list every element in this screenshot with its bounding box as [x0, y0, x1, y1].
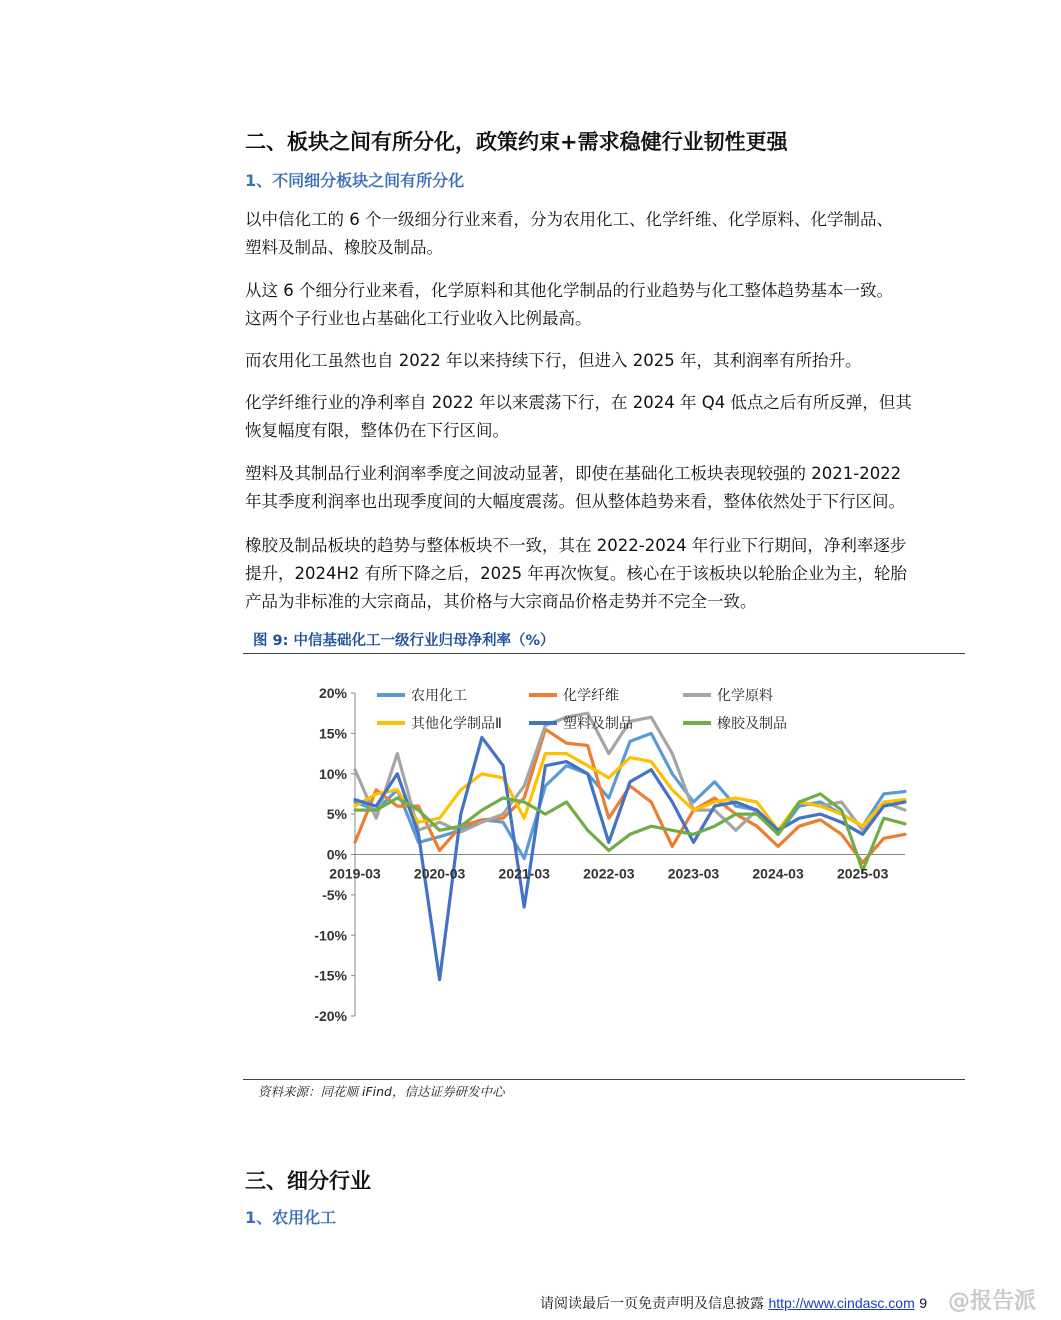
paragraph-line: 提升，2024H2 有所下降之后，2025 年再次恢复。核心在于该板块以轮胎企业为主，轮胎 — [245, 564, 907, 583]
paragraph-line: 化学纤维行业的净利率自 2022 年以来震荡下行，在 2024 年 Q4 低点之后有所反弹，但其 — [245, 393, 912, 412]
page-number: 9 — [919, 1295, 927, 1311]
line-chart — [243, 655, 965, 1075]
x-tick-label: 2023-03 — [667, 865, 720, 882]
legend-label: 其他化学制品Ⅱ — [411, 716, 502, 732]
y-tick-label: 5% — [326, 806, 347, 823]
subsection-heading: 1、不同细分板块之间有所分化 — [245, 171, 465, 190]
legend-label: 化学纤维 — [563, 688, 619, 704]
legend-label: 塑料及制品 — [563, 716, 633, 732]
x-tick-label: 2024-03 — [752, 865, 804, 882]
disclaimer-text: 请阅读最后一页免责声明及信息披露 — [540, 1296, 769, 1312]
paragraph — [245, 277, 990, 333]
website-link[interactable]: http://www.cindasc.com — [768, 1295, 915, 1311]
x-tick-label: 2025-03 — [836, 865, 889, 882]
figure-title: 图 9: 中信基础化工一级行业归母净利率（%） — [253, 633, 555, 649]
paragraph-line: 这两个子行业也占基础化工行业收入比例最高。 — [245, 309, 592, 328]
figure-top-rule — [243, 653, 965, 654]
legend-label: 化学原料 — [717, 688, 773, 704]
x-tick-label: 2019-03 — [329, 865, 381, 882]
y-tick-label: 20% — [318, 685, 347, 701]
section-heading: 二、板块之间有所分化，政策约束+需求稳健行业韧性更强 — [245, 130, 788, 154]
y-tick-label: -5% — [322, 886, 347, 903]
x-tick-label: 2022-03 — [583, 865, 635, 882]
paragraph-line: 从这 6 个细分行业来看，化学原料和其他化学制品的行业趋势与化工整体趋势基本一致。 — [245, 281, 893, 300]
section-heading: 三、细分行业 — [245, 1169, 371, 1193]
figure-source: 资料来源：同花顺 iFind，信达证券研发中心 — [258, 1084, 505, 1099]
figure-bottom-rule — [243, 1079, 965, 1080]
paragraph-line: 恢复幅度有限，整体仍在下行区间。 — [245, 421, 509, 440]
paragraph-line: 塑料及其制品行业利润率季度之间波动显著，即使在基础化工板块表现较强的 2021-2022 — [245, 464, 902, 483]
paragraph — [245, 532, 990, 616]
paragraph — [245, 206, 990, 262]
watermark: @报告派 — [948, 1289, 1037, 1314]
paragraph-line: 而农用化工虽然也自 2022 年以来持续下行，但进入 2025 年，其利润率有所抬升。 — [245, 351, 862, 370]
series-line — [355, 754, 905, 831]
series-line — [355, 737, 905, 979]
y-tick-label: 0% — [326, 846, 347, 863]
paragraph — [245, 460, 990, 516]
y-tick-label: 15% — [318, 725, 347, 742]
paragraph — [245, 389, 990, 445]
paragraph-line: 年其季度利润率也出现季度间的大幅度震荡。但从整体趋势来看，整体依然处于下行区间。 — [245, 492, 905, 511]
subsection-heading: 1、农用化工 — [245, 1208, 337, 1227]
y-tick-label: -20% — [314, 1008, 347, 1024]
y-tick-label: 10% — [318, 765, 347, 782]
paragraph-line: 塑料及制品、橡胶及制品。 — [245, 238, 443, 257]
paragraph-line: 以中信化工的 6 个一级细分行业来看，分为农用化工、化学纤维、化学原料、化学制品、 — [245, 210, 893, 229]
legend-label: 农用化工 — [411, 688, 467, 704]
x-tick-label: 2021-03 — [498, 865, 550, 882]
page-footer — [540, 1293, 927, 1313]
paragraph-line: 产品为非标准的大宗商品，其价格与大宗商品价格走势并不完全一致。 — [245, 592, 757, 611]
x-tick-label: 2020-03 — [413, 865, 466, 882]
legend-label: 橡胶及制品 — [717, 716, 787, 732]
paragraph-line: 橡胶及制品板块的趋势与整体板块不一致，其在 2022-2024 年行业下行期间，净利率逐步 — [245, 536, 907, 555]
y-tick-label: -15% — [314, 967, 347, 984]
paragraph — [245, 347, 990, 375]
y-tick-label: -10% — [314, 927, 347, 944]
